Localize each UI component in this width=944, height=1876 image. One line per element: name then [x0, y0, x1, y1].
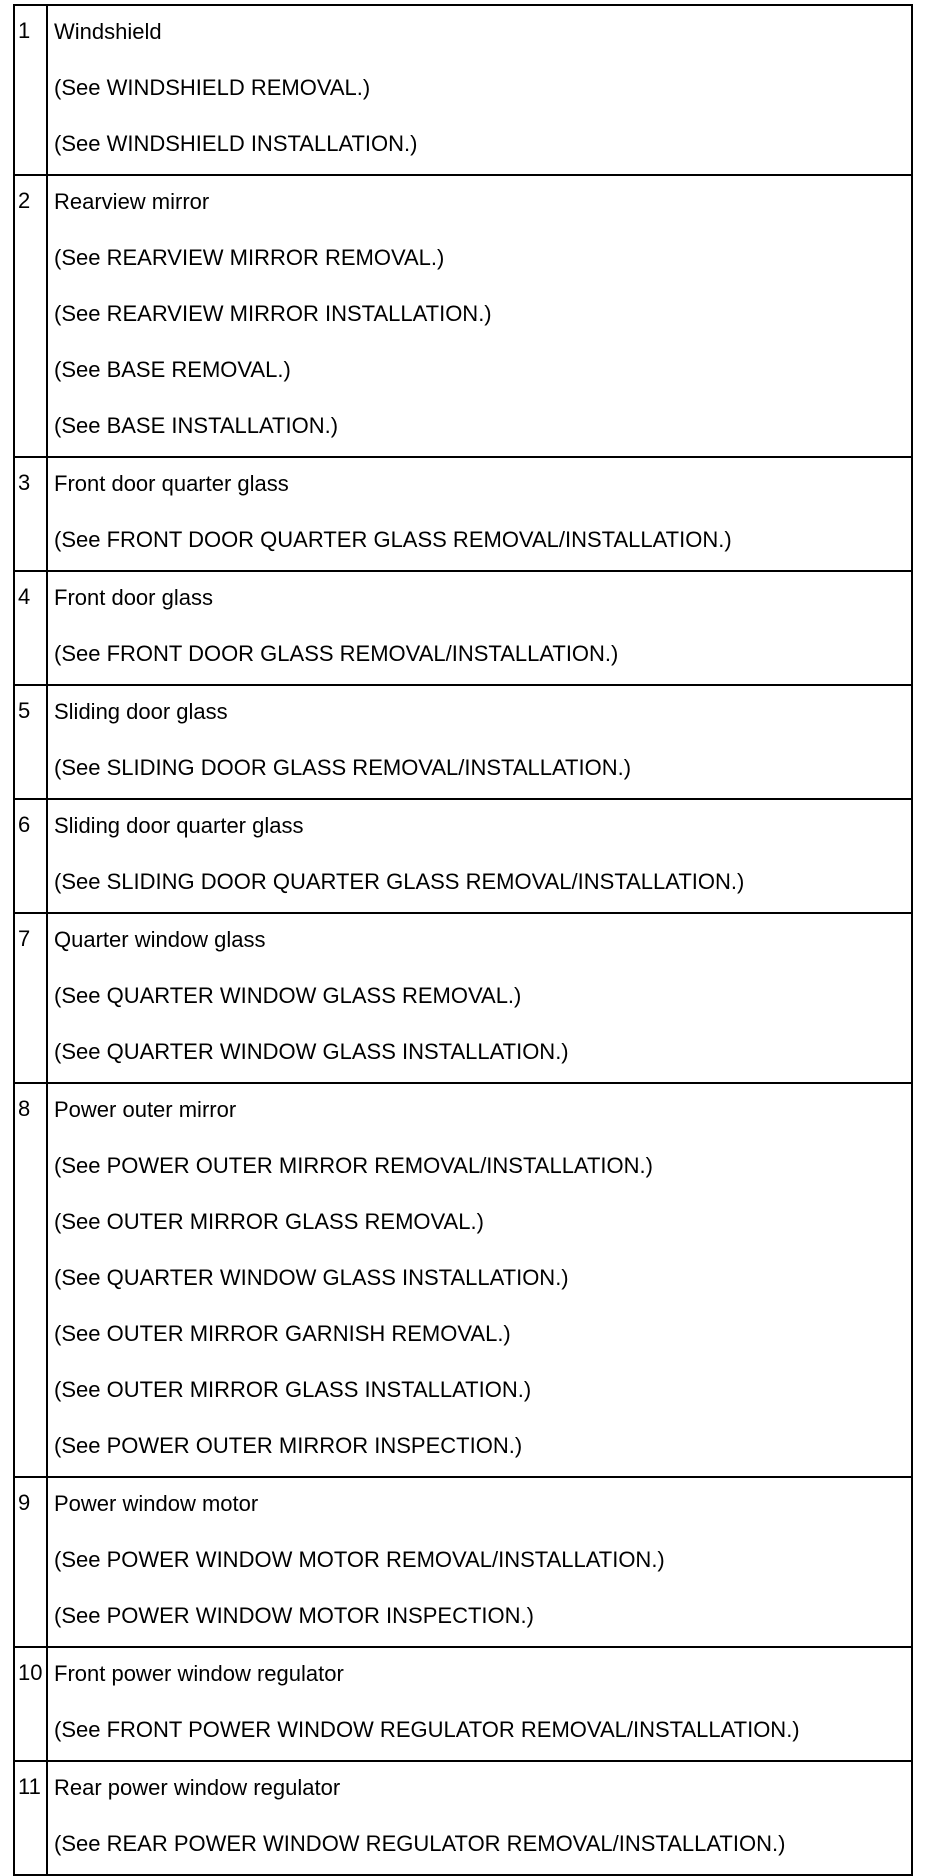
procedure-reference-link[interactable]: (See QUARTER WINDOW GLASS INSTALLATION.): [54, 1265, 569, 1290]
procedure-reference-link[interactable]: (See FRONT DOOR GLASS REMOVAL/INSTALLATION.): [54, 641, 619, 666]
component-title: Sliding door glass: [54, 699, 228, 724]
table-row: [14, 457, 912, 571]
row-number: 6: [14, 799, 47, 913]
table-row: [14, 1083, 912, 1477]
table-row: [14, 1477, 912, 1647]
row-number: 3: [14, 457, 47, 571]
procedure-reference-link[interactable]: (See QUARTER WINDOW GLASS REMOVAL.): [54, 983, 522, 1008]
table-row: [14, 175, 912, 457]
procedure-reference-link[interactable]: (See OUTER MIRROR GLASS REMOVAL.): [54, 1209, 484, 1234]
row-content: [47, 5, 912, 175]
row-content: [47, 799, 912, 913]
row-number: 11: [14, 1761, 47, 1875]
procedure-reference-link[interactable]: (See WINDSHIELD INSTALLATION.): [54, 131, 418, 156]
procedure-reference-link[interactable]: (See POWER OUTER MIRROR INSPECTION.): [54, 1433, 523, 1458]
procedure-reference-link[interactable]: (See OUTER MIRROR GLASS INSTALLATION.): [54, 1377, 532, 1402]
component-title: Front door glass: [54, 585, 213, 610]
component-title: Rearview mirror: [54, 189, 210, 214]
component-title: Front power window regulator: [54, 1661, 344, 1686]
procedure-reference-link[interactable]: (See FRONT DOOR QUARTER GLASS REMOVAL/INSTALLATION.): [54, 527, 732, 552]
row-number: 4: [14, 571, 47, 685]
component-reference-table: [13, 4, 913, 1876]
row-content: [47, 571, 912, 685]
component-title: Sliding door quarter glass: [54, 813, 304, 838]
row-number: 7: [14, 913, 47, 1083]
component-title: Quarter window glass: [54, 927, 266, 952]
row-content: [47, 1477, 912, 1647]
row-content: [47, 1083, 912, 1477]
table-row: [14, 799, 912, 913]
procedure-reference-link[interactable]: (See POWER OUTER MIRROR REMOVAL/INSTALLATION.): [54, 1153, 653, 1178]
procedure-reference-link[interactable]: (See BASE REMOVAL.): [54, 357, 291, 382]
row-number: 10: [14, 1647, 47, 1761]
table-row: [14, 1647, 912, 1761]
component-title: Front door quarter glass: [54, 471, 289, 496]
row-content: [47, 685, 912, 799]
table-row: [14, 571, 912, 685]
procedure-reference-link[interactable]: (See FRONT POWER WINDOW REGULATOR REMOVAL/INSTALLATION.): [54, 1717, 800, 1742]
procedure-reference-link[interactable]: (See QUARTER WINDOW GLASS INSTALLATION.): [54, 1039, 569, 1064]
component-title: Power window motor: [54, 1491, 259, 1516]
table-row: [14, 1761, 912, 1875]
row-number: 5: [14, 685, 47, 799]
procedure-reference-link[interactable]: (See SLIDING DOOR QUARTER GLASS REMOVAL/INSTALLATION.): [54, 869, 745, 894]
row-number: 2: [14, 175, 47, 457]
row-content: [47, 457, 912, 571]
row-content: [47, 175, 912, 457]
procedure-reference-link[interactable]: (See REARVIEW MIRROR INSTALLATION.): [54, 301, 492, 326]
procedure-reference-link[interactable]: (See REAR POWER WINDOW REGULATOR REMOVAL/INSTALLATION.): [54, 1831, 786, 1856]
table-row: [14, 913, 912, 1083]
reference-table-sheet: [13, 4, 913, 1876]
procedure-reference-link[interactable]: (See OUTER MIRROR GARNISH REMOVAL.): [54, 1321, 511, 1346]
row-content: [47, 1647, 912, 1761]
procedure-reference-link[interactable]: (See SLIDING DOOR GLASS REMOVAL/INSTALLATION.): [54, 755, 632, 780]
row-number: 1: [14, 5, 47, 175]
row-content: [47, 1761, 912, 1875]
table-row: [14, 5, 912, 175]
row-content: [47, 913, 912, 1083]
row-number: 9: [14, 1477, 47, 1647]
procedure-reference-link[interactable]: (See POWER WINDOW MOTOR INSPECTION.): [54, 1603, 534, 1628]
procedure-reference-link[interactable]: (See BASE INSTALLATION.): [54, 413, 339, 438]
procedure-reference-link[interactable]: (See WINDSHIELD REMOVAL.): [54, 75, 371, 100]
component-title: Power outer mirror: [54, 1097, 237, 1122]
procedure-reference-link[interactable]: (See POWER WINDOW MOTOR REMOVAL/INSTALLATION.): [54, 1547, 665, 1572]
row-number: 8: [14, 1083, 47, 1477]
component-title: Rear power window regulator: [54, 1775, 341, 1800]
component-title: Windshield: [54, 19, 162, 44]
table-row: [14, 685, 912, 799]
procedure-reference-link[interactable]: (See REARVIEW MIRROR REMOVAL.): [54, 245, 445, 270]
table-body: [14, 5, 912, 1875]
